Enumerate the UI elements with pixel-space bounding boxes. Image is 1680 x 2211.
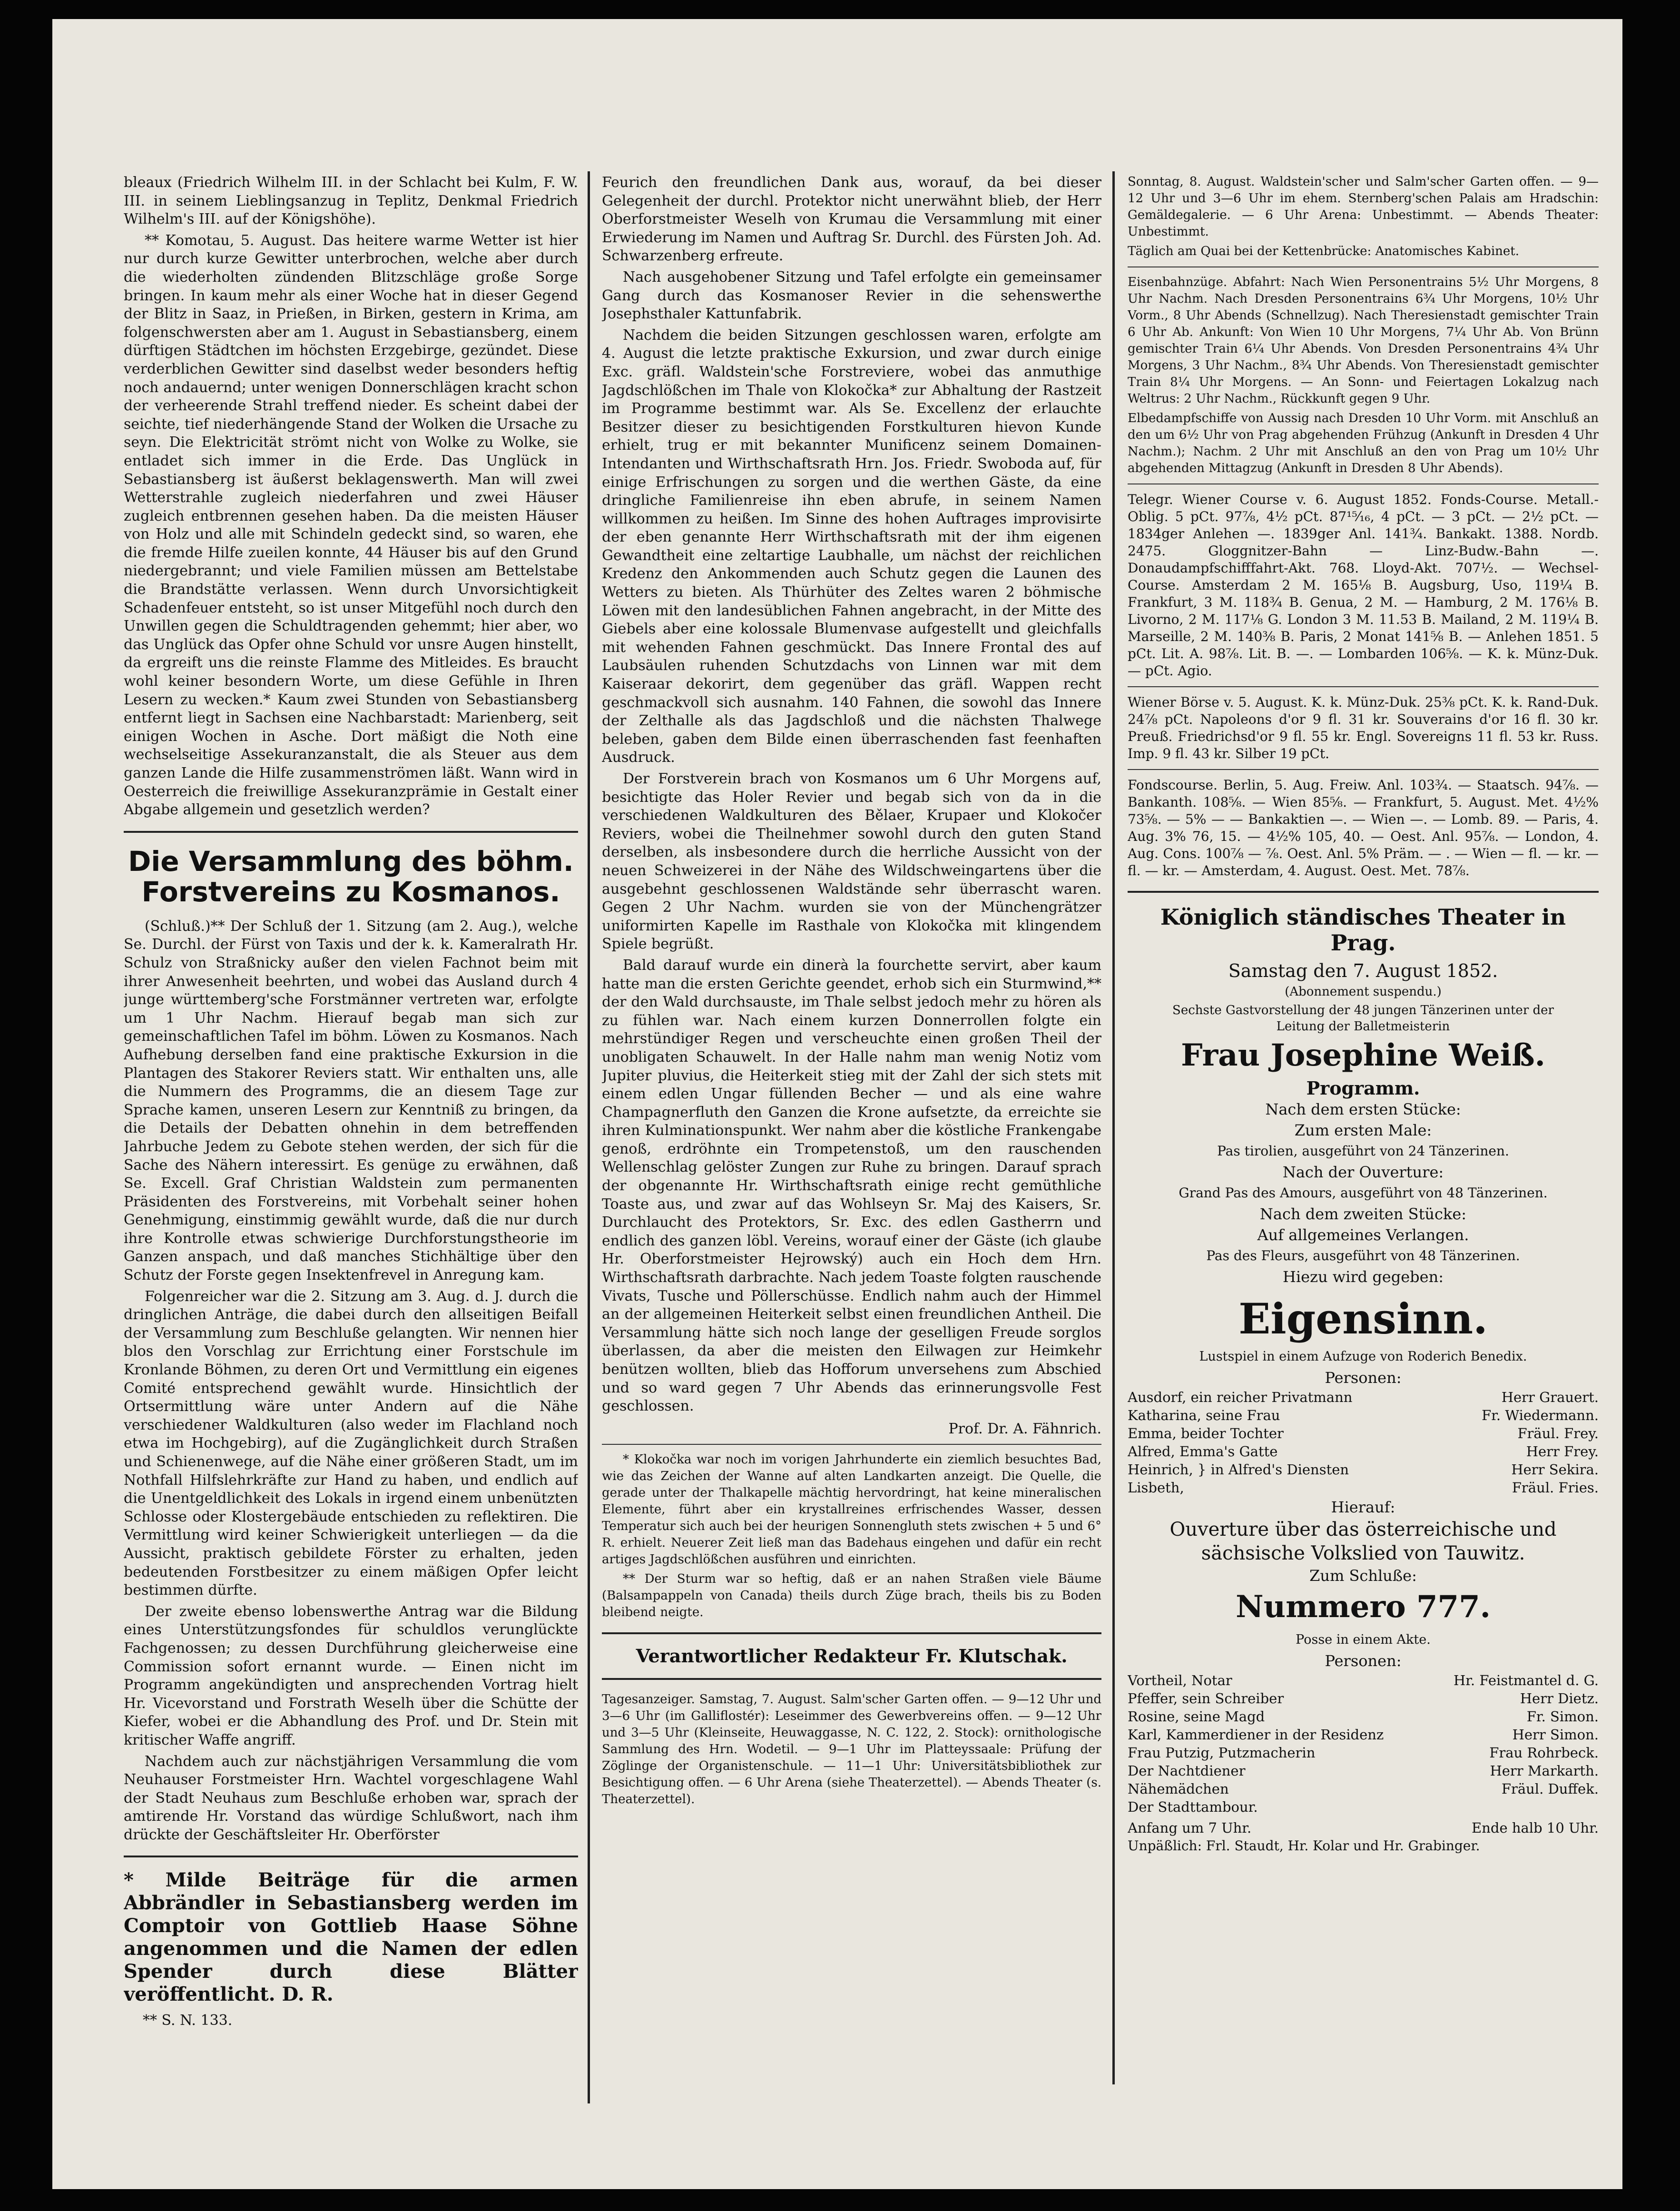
cast-role: Rosine, seine Magd bbox=[1128, 1708, 1265, 1725]
newspaper-page bbox=[52, 19, 1622, 2189]
cast-row bbox=[1128, 1708, 1599, 1726]
fund-rates: Fondscourse. Berlin, 5. Aug. Freiw. Anl. 103¾. — Staatsch. 94⅞. — Bankanth. 108⅝. — Wien 85⅝. — Frankfurt, 5. August. Met. 4½% 73⅝. — 5% — — Bankaktien —. — Wien —. — Lomb. 89. — Paris, 4. Aug. 3% 76, 15. — 4½% 105, 40. — Oest. Anl. 95⅞. — London, 4. Aug. Cons. 100⅞ — ⅞. Oest. Anl. 5% Präm. — . — Wien — fl. — kr. — fl. — kr. — Amsterdam, 4. August. Oest. Met. 78⅞. bbox=[1128, 777, 1599, 878]
column-divider bbox=[588, 171, 590, 2103]
article-paragraph: Feurich den freundlichen Dank aus, worauf, da bei dieser Gelegenheit der durchl. Protektor nicht unerwähnt blieb, der Herr Oberforstmeister Weselh von Krumau die Versammlung mit einer Erwiederung im Namen und Auftrag Sr. Durchl. des Fürsten Joh. Ad. Schwarzenberg erfreute. bbox=[602, 174, 1101, 265]
abonnement-note: (Abonnement suspendu.) bbox=[1285, 985, 1442, 999]
cast-list bbox=[1128, 1671, 1599, 1816]
article-paragraph: Bald darauf wurde ein dinerà la fourchette servirt, aber kaum hatte man die ersten Gerichte geendet, erhob sich ein Sturmwind,** der den Wald durchsauste, im Thale selbst jedoch mehr zu hören als zu fühlen war. Nach einem kurzen Donnerrollen folgte ein mehrstündiger Regen und verscheuchte einen großen Theil der unobligaten Schauwelt. In der Halle nahm man wenig Notiz vom Jupiter pluvius, die Heiterkeit stieg mit der Zahl der sich stets mit einem edlen Ungar füllenden Becher — und als eine wahre Champagnerfluth den Ganzen die Krone aufsetzte, da erreichte sie ihren Kulminationspunkt. Wer nahm aber die köstliche Frankengabe genoß, erdröhnte ein Trompetenstoß, um den rauschenden Wellenschlag gelöster Zungen zur Ruhe zu bringen. Darauf sprach der obgenannte Hr. Wirthschaftsrath einige recht gemüthliche Toaste aus, und zwar auf das Wohlseyn Sr. Maj des Kaisers, Sr. Durchlaucht des Protektors, Sr. Exc. des edlen Gastherrn und endlich des ganzen löbl. Vereins, worauf einer der Gäste (ich glaube Hr. Oberforstmeister Hejrowský) auch ein Hoch dem Hrn. Wirthschaftsrath darbrachte. Nach jedem Toaste folgten rauschende Vivats, Tusche und Pöllerschüsse. Endlich nahm auch der Himmel an der allgemeinen Heiterkeit selbst einen freundlichen Antheil. Die Versammlung hätte sich noch lange der geselligen Freude sorglos überlassen, da aber die meisten den Eilwagen zur Heimkehr benützen wollten, blieb das Hofforum unversehens zum Abschied und so ward gegen 7 Uhr Abends das erinnerungsvolle Fest geschlossen. bbox=[602, 957, 1101, 1415]
divider bbox=[602, 1632, 1101, 1634]
start-time: Anfang um 7 Uhr. bbox=[1128, 1820, 1252, 1836]
article-paragraph: ** Komotau, 5. August. Das heitere warme Wetter ist hier nur durch kurze Gewitter unterbrochen, welche aber durch die wiederholten zündenden Blitzschläge große Sorge bringen. In kaum mehr als einer Woche hat in dieser Gegend der Blitz in Saaz, in Prießen, in Birken, gestern in Krima, am folgenschwersten aber am 1. August in Sebastiansberg, einem dürftigen Städtchen im höchsten Erzgebirge, gezündet. Diese verderblichen Gewitter sind daselbst weder besonders heftig noch andauernd; unter wenigen Donnerschlägen kracht schon der verheerende Strahl treffend nieder. Es scheint dabei der seichte, tief niederhängende Stand der Wolken die Ursache zu seyn. Die Elektricität strömt nicht von Wolke zu Wolke, sie entladet sich immer in die Erde. Das Unglück in Sebastiansberg ist äußerst beklagenswerth. Man will zwei Wetterstrahle zugleich niederfahren und zwei Häuser zugleich entbrennen gesehen haben. Da die meisten Häuser von Holz und alle mit Schindeln gedeckt sind, so waren, ehe die fremde Hilfe zueilen konnte, 44 Häuser bis auf den Grund niedergebrannt; und viele Familien müssen am Bettelstabe die Brandstätte verlassen. Wenn durch Unvorsichtigkeit Schadenfeuer entsteht, so ist unser Mitgefühl noch durch den Unwillen gegen die Schuldtragenden gehemmt; hier aber, wo das Unglück das Opfer ohne Schuld vor unsre Augen hinstellt, da ergreift uns die reinste Flamme des Mitleides. Es braucht wohl keiner besondern Worte, um diese Gefühle in Ihren Lesern zu wecken.* Kaum zwei Stunden von Sebastiansberg entfernt liegt in Sachsen eine Nachbarstadt: Marienberg, seit einigen Wochen in Asche. Dort mäßigt die Noth eine wechselseitige Assekuranzanstalt, die als Steuer aus dem ganzen Lande die Hilfe zusammenströmen läßt. Wann wird in Oesterreich die freiwillige Assekuranzprämie in Gestalt einer Abgabe allgemein und gesetzlich werden? bbox=[124, 232, 578, 819]
cast-heading: Personen: bbox=[1325, 1652, 1402, 1670]
program-line: Grand Pas des Amours, ausgeführt von 48 Tänzerinen. bbox=[1179, 1185, 1548, 1201]
cast-role: Emma, beider Tochter bbox=[1128, 1425, 1284, 1441]
program-heading: Programm. bbox=[1306, 1077, 1420, 1099]
program-line: Zum ersten Male: bbox=[1294, 1121, 1432, 1139]
article-paragraph: Nachdem auch zur nächstjährigen Versammlung die vom Neuhauser Forstmeister Hrn. Wachtel vorgeschlagene Wahl der Stadt Neuhaus zum Beschluße erhoben war, sprach der amtirende Hr. Vorstand das würdige Schlußwort, nach ihm drückte der Geschäftsleiter Hr. Oberförster bbox=[124, 1753, 578, 1843]
cast-actor: Herr Markarth. bbox=[1490, 1763, 1599, 1779]
program-line: Nach der Ouverture: bbox=[1282, 1163, 1444, 1181]
star-performer: Frau Josephine Weiß. bbox=[1181, 1037, 1545, 1073]
cast-role: Der Nachtdiener bbox=[1128, 1763, 1246, 1779]
railway-schedule: Eisenbahnzüge. Abfahrt: Nach Wien Personentrains 5½ Uhr Morgens, 8 Uhr Nachm. Nach Dresden Personentrains 6¾ Uhr Morgens, 10½ Uhr Vorm., 8 Uhr Abends (Schnellzug). Nach Theresienstadt gemischter Train 6 Uhr Ab. Ankunft: Von Wien 10 Uhr Morgens, 7¼ Uhr Ab. Von Brünn gemischter Train 6¼ Uhr Abends. Von Dresden Personentrains 4¾ Uhr Morgens, 3 Uhr Nachm., 8¾ Uhr Abends. Von Theresienstadt gemischter Train 8¼ Uhr Morgens. — An Sonn- und Feiertagen Lokalzug nach Weltrus: 2 Uhr Nachm., Rückkunft gegen 9 Uhr. bbox=[1128, 275, 1599, 406]
divider bbox=[1128, 769, 1599, 770]
article-paragraph: Nachdem die beiden Sitzungen geschlossen waren, erfolgte am 4. August die letzte praktische Exkursion, und zwar durch einige Exc. gräfl. Waldstein'sche Forstreviere, wobei das anmuthige Jagdschlößchen im Thale von Klokočka* zur Abhaltung der Rastzeit im Programme bestimmt war. Als Se. Excellenz der erlauchte Besitzer dieser zu besichtigenden Forstkulturen hievon Kunde erhielt, trug er mit bekannter Munificenz seinem Domainen-Intendanten und Wirthschaftsrath Hrn. Jos. Friedr. Swoboda auf, für einige Erfrischungen zu sorgen und die werthen Gäste, da eine dringliche Familienreise ihn eben abrufe, in seinem Namen willkommen zu heißen. Im Sinne des hohen Auftrages improvisirte der eben genannte Herr Wirthschaftsrath mit der ihm eigenen Gewandtheit eine zeltartige Laubhalle, um nächst der reichlichen Kredenz den Ankommenden auch Schutz gegen die Launen des Wetters zu bieten. Als Thürhüter des Zeltes waren 2 böhmische Löwen mit den landesüblichen Fahnen angebracht, in der Mitte des Giebels aber eine kolossale Blumenvase aufgestellt und gleichfalls mit wehenden Fahnen geschmückt. Das Innere Frontal des auf Laubsäulen ruhenden Schutzdachs von Linnen war mit dem Kaiseraar dekorirt, dem gegenüber das gräfl. Wappen recht geschmackvoll sich ausnahm. 140 Fahnen, die sowohl das Innere der Zelthalle als das Jagdschloß und die nächsten Thalwege beleben, gaben dem Bilde einen überraschenden fast feenhaften Ausdruck. bbox=[602, 326, 1101, 766]
column-2 bbox=[602, 174, 1101, 2087]
divider bbox=[1128, 686, 1599, 687]
cast-actor: Fr. Simon. bbox=[1526, 1708, 1599, 1725]
footnote: * Klokočka war noch im vorigen Jahrhunderte ein ziemlich besuchtes Bad, wie das Zeichen der Wanne auf alten Landkarten anzeigt. Die Quelle, die gerade unter der Thalkapelle mächtig hervordringt, hat keine mineralischen Elemente, führt aber ein krystallreines erfrischendes Wasser, dessen Temperatur sich auch bei der heurigen Sonnengluth stets zwischen + 5 und 6° R. erhielt. Neuerer Zeit ließ man das Badehaus eingehen und dafür ein recht artiges Jagdschlößchen ausführen und einrichten. bbox=[602, 1452, 1101, 1567]
program-line: Hierauf: bbox=[1331, 1498, 1395, 1516]
play-title: Nummero 777. bbox=[1236, 1589, 1491, 1625]
author-signature: Prof. Dr. A. Fähnrich. bbox=[948, 1420, 1101, 1437]
cast-row bbox=[1128, 1726, 1599, 1744]
cast-role: Katharina, seine Frau bbox=[1128, 1407, 1280, 1423]
theater-playbill bbox=[1128, 904, 1599, 1855]
cast-role: Nähemädchen bbox=[1128, 1781, 1229, 1797]
playbill-intro: Sechste Gastvorstellung der 48 jungen Tänzerinen unter der bbox=[1172, 1003, 1554, 1017]
program-line: Pas tirolien, ausgeführt von 24 Tänzerinen. bbox=[1217, 1143, 1509, 1159]
cast-row bbox=[1128, 1406, 1599, 1424]
program-line: Nach dem zweiten Stücke: bbox=[1259, 1205, 1467, 1223]
divider bbox=[602, 1444, 1101, 1445]
steamship-schedule: Elbedampfschiffe von Aussig nach Dresden 10 Uhr Vorm. mit Anschluß an den um 6½ Uhr von Prag abgehenden Frühzug (Ankunft in Dresden 4 Uhr Nachm.); Nachm. 2 Uhr mit Anschluß an den von Prag um 10½ Uhr abgehenden Mittagzug (Ankunft in Dresden 8 Uhr Abends). bbox=[1128, 411, 1599, 475]
divider bbox=[602, 1678, 1101, 1680]
cast-row bbox=[1128, 1479, 1599, 1497]
program-line: Hiezu wird gegeben: bbox=[1283, 1268, 1444, 1286]
cast-actor: Frau Rohrbeck. bbox=[1489, 1745, 1599, 1761]
footnote: ** S. N. 133. bbox=[143, 2012, 233, 2029]
column-1 bbox=[124, 174, 578, 2111]
cast-actor: Herr Grauert. bbox=[1501, 1389, 1599, 1405]
program-line: Nach dem ersten Stücke: bbox=[1265, 1100, 1461, 1118]
cast-role: Ausdorf, ein reicher Privatmann bbox=[1128, 1389, 1353, 1405]
donation-notice: * Milde Beiträge für die armen Abbrändler in Sebastiansberg werden im Comptoir von Gottlieb Haase Söhne angenommen und die Namen der edlen Spender durch diese Blätter veröffentlicht. D. R. bbox=[124, 1869, 578, 2006]
cast-row bbox=[1128, 1798, 1599, 1816]
divider bbox=[124, 831, 578, 833]
article-paragraph: Nach ausgehobener Sitzung und Tafel erfolgte ein gemeinsamer Gang durch das Kosmanoser Revier in die sehenswerthe Josephsthaler Kattunfabrik. bbox=[602, 268, 1101, 323]
column-divider bbox=[1112, 171, 1115, 2084]
cast-role: Karl, Kammerdiener in der Residenz bbox=[1128, 1727, 1384, 1743]
cast-role: Frau Putzig, Putzmacherin bbox=[1128, 1745, 1316, 1761]
editor-line: Verantwortlicher Redakteur Fr. Klutschak. bbox=[636, 1645, 1068, 1667]
cast-actor: Herr Dietz. bbox=[1520, 1690, 1599, 1707]
cast-row bbox=[1128, 1671, 1599, 1689]
daily-events: Tagesanzeiger. Samstag, 7. August. Salm'scher Garten offen. — 9—12 Uhr und 3—6 Uhr (im Galliflostér): Leseimmer des Gewerbvereins offen. — 9—12 Uhr und 3—5 Uhr (Kleinseite, Heuwaggasse, N. C. 122, 2. Stock): ornithologische Sammlung des Hrn. Wodetil. — 9—1 Uhr im Platteyssaale: Prüfung der Zöglinge der Organistenschule. — 11—1 Uhr: Universitätsbibliothek zur Besichtigung offen. — 6 Uhr Arena (siehe Theaterzettel). — Abends Theater (s. Theaterzettel). bbox=[602, 1692, 1101, 1806]
sunday-events: Sonntag, 8. August. Waldstein'scher und Salm'scher Garten offen. — 9—12 Uhr und 3—6 Uhr im ehem. Sternberg'schen Palais am Hradschin: Gemäldegalerie. — 6 Uhr Arena: Unbestimmt. — Abends Theater: Unbestimmt. bbox=[1128, 175, 1599, 239]
program-line: Auf allgemeines Verlangen. bbox=[1257, 1226, 1469, 1244]
article-paragraph: (Schluß.)** Der Schluß der 1. Sitzung (am 2. Aug.), welche Se. Durchl. der Fürst von Taxis und der k. k. Kameralrath Hr. Schulz von Straßnicky außer den vielen Fachnot beim mit ihrer Anwesenheit beehrten, und wobei das Ausland durch 4 junge württemberg'sche Forstmänner vertreten war, erfolgte um 1 Uhr Nachm. Hierauf begab man sich zur gemeinschaftlichen Tafel im böhm. Löwen zu Kosmanos. Nach Aufhebung derselben fand eine praktische Exkursion in die Plantagen des Stakorer Reviers statt. Wir enthalten uns, alle die Nummern des Programms, die an diesem Tage zur Sprache kamen, unseren Lesern zur Kenntniß zu bringen, da die Details der Debatten ohnehin in dem betreffenden Jahrbuche Jedem zu Gebote stehen werden, der sich für die Sache des Nähern interessirt. Es genüge zu erwähnen, daß Se. Excell. Graf Christian Waldstein zum permanenten Präsidenten des Forstvereins, mit Vorbehalt seiner hohen Genehmigung, einstimmig gewählt wurde, daß die nur durch ihre Kontrolle etwas schwierige Durchforstungstheorie im Ganzen anspach, und daß manches Stichhältige über den Schutz der Forste gegen Insektenfrevel in Anregung kam. bbox=[124, 918, 578, 1284]
cast-heading: Personen: bbox=[1325, 1369, 1402, 1387]
footnote: ** Der Sturm war so heftig, daß er an nahen Straßen viele Bäume (Balsampappeln von Canada) theils durch Züge brach, theils bis zu Boden bleibend neigte. bbox=[602, 1571, 1101, 1619]
cast-row bbox=[1128, 1780, 1599, 1798]
cast-actor: Herr Sekira. bbox=[1511, 1461, 1599, 1478]
cast-actor: Fr. Wiedermann. bbox=[1482, 1407, 1599, 1423]
play-subtitle: Posse in einem Akte. bbox=[1296, 1632, 1431, 1647]
cast-actor: Fräul. Frey. bbox=[1517, 1425, 1599, 1441]
cast-role: Pfeffer, sein Schreiber bbox=[1128, 1690, 1284, 1707]
theater-title: Königlich ständisches Theater in Prag. bbox=[1160, 904, 1566, 956]
column-3 bbox=[1128, 174, 1599, 2092]
divider bbox=[124, 1856, 578, 1857]
cast-row bbox=[1128, 1461, 1599, 1479]
cast-actor: Fräul. Duffek. bbox=[1501, 1781, 1599, 1797]
cast-row bbox=[1128, 1388, 1599, 1406]
vienna-exchange-rates: Telegr. Wiener Course v. 6. August 1852. Fonds-Course. Metall.-Oblig. 5 pCt. 97⅞, 4½ pCt. 87¹⁵⁄₁₆, 4 pCt. — 3 pCt. — 2½ pCt. — 1834ger Anlehen —. 1839ger Anl. 141¾. Bankakt. 1388. Nordb. 2475. Gloggnitzer-Bahn — Linz-Budw.-Bahn —. Donaudampfschifffahrt-Akt. 768. Lloyd-Akt. 707½. — Wechsel-Course. Amsterdam 2 M. 165⅛ B. Augsburg, Uso, 119¼ B. Frankfurt, 3 M. 118¾ B. Genua, 2 M. — Hamburg, 2 M. 176⅛ B. Livorno, 2 M. 117⅛ G. London 3 M. 11.53 B. Mailand, 2 M. 119¼ B. Marseille, 2 M. 140⅜ B. Paris, 2 Monat 141⅝ B. — Anlehen 1851. 5 pCt. Lit. A. 98⅞. Lit. B. —. — Lombarden 106⅝. — K. k. Münz-Duk. — pCt. Agio. bbox=[1128, 492, 1599, 679]
cast-role: Der Stadttambour. bbox=[1128, 1799, 1258, 1815]
overture-title: Ouverture über das österreichische und sächsische Volkslied von Tauwitz. bbox=[1169, 1519, 1557, 1564]
cast-actor: Herr Simon. bbox=[1512, 1727, 1599, 1743]
article-paragraph: Der Forstverein brach von Kosmanos um 6 Uhr Morgens auf, besichtigte das Holer Revier und begab sich von da in die verschiedenen Waldkulturen des Bělaer, Krupaer und Klokočer Reviers, wobei die Theilnehmer sowohl durch den guten Stand derselben, als insbesondere durch die herrliche Aussicht von der neuen Schweizerei in der Nähe des Wildschweingartens über die ausgebehnt geschlossenen Waldstände sehr überrascht waren. Gegen 2 Uhr Nachm. wurden sie von der Münchengrätzer uniformirten Kapelle im Rasthale von Klokočka mit klingendem Spiele begrüßt. bbox=[602, 770, 1101, 953]
cast-role: Vortheil, Notar bbox=[1128, 1672, 1232, 1688]
cast-actor: Fräul. Fries. bbox=[1512, 1480, 1599, 1496]
article-heading: Die Versammlung des böhm. Forstvereins zu Kosmanos. bbox=[128, 845, 574, 908]
program-line: Pas des Fleurs, ausgeführt von 48 Tänzerinen. bbox=[1206, 1248, 1520, 1263]
indisposed-note: Unpäßlich: Frl. Staudt, Hr. Kolar und Hr. Grabinger. bbox=[1128, 1838, 1480, 1854]
cast-actor: Hr. Feistmantel d. G. bbox=[1453, 1672, 1599, 1688]
cast-role: Alfred, Emma's Gatte bbox=[1128, 1443, 1278, 1460]
cast-role: Lisbeth, bbox=[1128, 1480, 1184, 1496]
cast-row bbox=[1128, 1424, 1599, 1442]
performance-date: Samstag den 7. August 1852. bbox=[1228, 960, 1498, 981]
play-subtitle: Lustspiel in einem Aufzuge von Roderich Benedix. bbox=[1199, 1349, 1527, 1364]
cast-row bbox=[1128, 1744, 1599, 1762]
divider bbox=[1128, 891, 1599, 893]
cast-row bbox=[1128, 1689, 1599, 1708]
playbill-intro: Leitung der Balletmeisterin bbox=[1276, 1019, 1450, 1034]
play-title: Eigensinn. bbox=[1238, 1294, 1488, 1343]
cast-role: Heinrich, } in Alfred's Diensten bbox=[1128, 1461, 1349, 1478]
article-paragraph: bleaux (Friedrich Wilhelm III. in der Schlacht bei Kulm, F. W. III. in seinem Lieblingsanzug in Teplitz, Denkmal Friedrich Wilhelm's III. auf der Königshöhe). bbox=[124, 174, 578, 228]
article-paragraph: Der zweite ebenso lobenswerthe Antrag war die Bildung eines Unterstützungsfondes für schuldlos verunglückte Fachgenossen; zu dessen Durchführung gleicherweise eine Commission sofort ernannt wurde. — Einen nicht im Programm angekündigten und ansprechenden Vortrag hielt Hr. Vicevorstand und Forstrath Weselh über die Schütte der Kiefer, wobei er die Abhandlung des Prof. und Dr. Stein mit kritischer Waffe angriff. bbox=[124, 1603, 578, 1748]
end-time: Ende halb 10 Uhr. bbox=[1472, 1820, 1599, 1836]
daily-exhibit: Täglich am Quai bei der Kettenbrücke: Anatomisches Kabinet. bbox=[1128, 244, 1519, 258]
cast-list bbox=[1128, 1388, 1599, 1497]
program-line: Zum Schluße: bbox=[1309, 1567, 1417, 1585]
article-paragraph: Folgenreicher war die 2. Sitzung am 3. Aug. d. J. durch die dringlichen Anträge, die dabei durch den allseitigen Beifall der Versammlung zum Beschluße gelangten. Wir nennen hier blos den Vorschlag zur Errichtung einer Forstschule im Kronlande Böhmen, zu deren Ort und Vermittlung ein eigenes Comité entsprechend gewählt wurde. Hinsichtlich der Ortsermittlung wäre unter Andern auf die Nähe verschiedener Waldkulturen (also weder im Flachland noch etwa im Hochgebirg), auf die Zugänglichkeit durch Straßen und Schienenwege, auf die Nähe einer größeren Stadt, um im Nothfall Hilfslehrkräfte zur Hand zu haben, und endlich auf die Unentgeldlichkeit des Lokals in irgend einem unbenützten Schlosse oder Klostergebäude entschieden zu reflektiren. Die Vermittlung wird keiner Schwierigkeit unterliegen — da die Aussicht, praktisch gebildete Förster zu erhalten, jeden bedeutenden Forstbesitzer zu einem mäßigen Opfer leicht bestimmen dürfte. bbox=[124, 1288, 578, 1599]
cast-actor: Herr Frey. bbox=[1526, 1443, 1599, 1460]
cast-row bbox=[1128, 1442, 1599, 1461]
cast-row bbox=[1128, 1762, 1599, 1780]
vienna-bourse: Wiener Börse v. 5. August. K. k. Münz-Duk. 25⅜ pCt. K. k. Rand-Duk. 24⅞ pCt. Napoleons d'or 9 fl. 31 kr. Souverains d'or 16 fl. 30 kr. Preuß. Friedrichsd'or 9 fl. 55 kr. Engl. Sovereigns 11 fl. 53 kr. Russ. Imp. 9 fl. 43 kr. Silber 19 pCt. bbox=[1128, 694, 1599, 761]
